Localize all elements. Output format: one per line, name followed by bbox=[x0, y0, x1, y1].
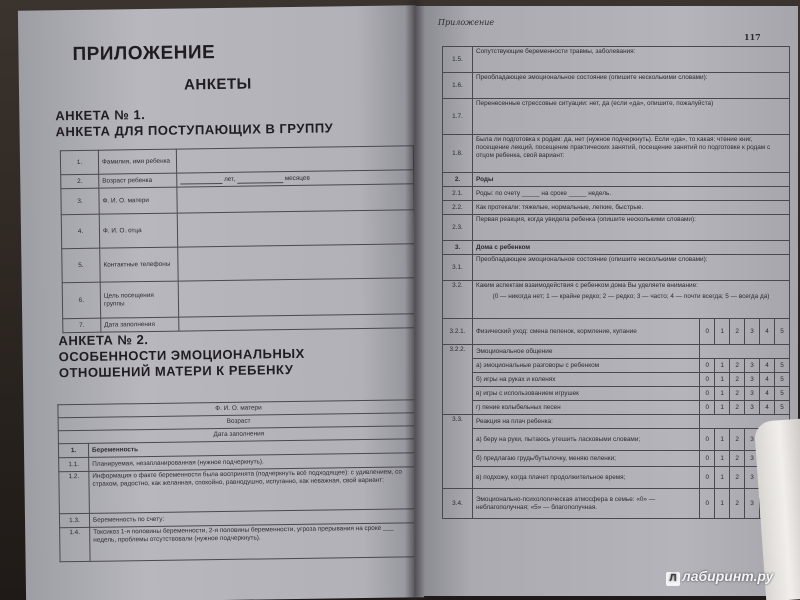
row-number: 1.5. bbox=[443, 47, 473, 73]
section-subtitle: АНКЕТЫ bbox=[183, 75, 252, 94]
scale-cell[interactable]: 2 bbox=[730, 401, 745, 415]
table-row bbox=[443, 489, 790, 519]
table-row bbox=[443, 319, 790, 345]
table-row bbox=[443, 187, 790, 201]
row-number: 3. bbox=[443, 241, 473, 255]
table-row bbox=[443, 241, 790, 255]
scale-cell[interactable]: 1 bbox=[715, 359, 730, 373]
scale-cell[interactable]: 4 bbox=[760, 319, 775, 345]
scale-cell[interactable]: 5 bbox=[775, 387, 790, 401]
scale-legend: (0 — никогда нет; 1 — крайне редко; 2 — редко; 3 — часто; 4 — почти всегда; 5 — всегда да) bbox=[492, 293, 770, 300]
site-watermark bbox=[666, 568, 773, 586]
row-number: 2. bbox=[61, 174, 99, 189]
row-number: 3.1. bbox=[443, 255, 473, 281]
scale-cell[interactable]: 5 bbox=[775, 401, 790, 415]
questionnaire-2-number: АНКЕТА № 2. bbox=[58, 332, 149, 349]
row-number: 2.1. bbox=[443, 187, 473, 201]
scale-cell[interactable]: 4 bbox=[760, 387, 775, 401]
question-text[interactable]: Сопутствующие беременности травмы, заболевания: bbox=[472, 47, 789, 73]
row-number: 3.4. bbox=[443, 489, 473, 519]
watermark-text: лабиринт.ру bbox=[682, 568, 774, 584]
row-number: 7. bbox=[63, 318, 101, 333]
scale-cell[interactable]: 2 bbox=[730, 319, 745, 345]
mother-name-field[interactable] bbox=[177, 184, 414, 213]
scale-cell[interactable]: 3 bbox=[745, 401, 760, 415]
father-name-field[interactable] bbox=[177, 210, 414, 247]
row-number: 3.2.1. bbox=[443, 319, 473, 345]
scale-cell[interactable]: 2 bbox=[730, 467, 745, 489]
row-label: Ф. И. О. отца bbox=[99, 213, 177, 248]
visit-purpose-field[interactable] bbox=[178, 278, 415, 317]
scale-cell[interactable]: 0 bbox=[700, 429, 715, 451]
fill-date-header: Дата заполнения bbox=[58, 426, 419, 444]
row-number: 2. bbox=[443, 173, 473, 187]
row-number: 5. bbox=[62, 248, 100, 283]
table-row bbox=[60, 523, 421, 562]
question-text[interactable]: Планируемая, незапланированная (нужное подчеркнуть). bbox=[89, 453, 420, 472]
option-text: а) беру на руки, пытаюсь утешить ласковыми словами; bbox=[472, 429, 699, 451]
enrollment-form-table bbox=[60, 145, 417, 333]
questionnaire-1-number: АНКЕТА № 1. bbox=[55, 107, 146, 124]
question-text[interactable]: Как протекали: тяжелые, нормальные, легкие, быстрые. bbox=[472, 201, 789, 215]
scale-cell[interactable]: 0 bbox=[700, 489, 715, 519]
table-row bbox=[443, 359, 790, 373]
scale-cell[interactable]: 1 bbox=[715, 401, 730, 415]
scale-cell[interactable]: 5 bbox=[775, 319, 790, 345]
questionnaire-2-title-line2: ОТНОШЕНИЙ МАТЕРИ К РЕБЕНКУ bbox=[58, 361, 294, 381]
question-text[interactable]: Информация о факте беременности была воспринята (подчеркнуть всё подходящее): с удивлением, со страхом, радостно, как желанная, спокойно, равнодушно, испуганно, как неважная, свой вариант: bbox=[89, 467, 421, 514]
row-label: Ф. И. О. матери bbox=[99, 187, 177, 214]
row-number: 3.2. bbox=[443, 281, 473, 319]
scale-cell[interactable]: 4 bbox=[760, 401, 775, 415]
scale-cell[interactable]: 1 bbox=[715, 451, 730, 467]
emotional-relations-table bbox=[57, 399, 421, 562]
questionnaire-2-title-line1: ОСОБЕННОСТИ ЭМОЦИОНАЛЬНЫХ bbox=[58, 345, 305, 365]
scale-cell[interactable]: 0 bbox=[700, 319, 715, 345]
row-number: 1.4. bbox=[60, 527, 90, 561]
table-row bbox=[443, 401, 790, 415]
months-blank[interactable] bbox=[237, 182, 283, 184]
row-number: 3. bbox=[61, 188, 99, 215]
scale-cell[interactable]: 0 bbox=[700, 467, 715, 489]
scale-cell[interactable]: 3 bbox=[745, 359, 760, 373]
mother-name-header: Ф. И. О. матери bbox=[58, 400, 419, 418]
row-label: Дата заполнения bbox=[101, 317, 179, 332]
scale-cell[interactable]: 0 bbox=[700, 373, 715, 387]
scale-cell[interactable]: 2 bbox=[730, 359, 745, 373]
scale-cell[interactable]: 4 bbox=[760, 373, 775, 387]
scale-cell[interactable]: 3 bbox=[745, 451, 760, 467]
option-text: б) игры на руках и коленях bbox=[472, 373, 699, 387]
table-row bbox=[443, 429, 790, 451]
scale-cell[interactable]: 0 bbox=[700, 451, 715, 467]
row-number: 1.7. bbox=[443, 99, 473, 135]
page-title: ПРИЛОЖЕНИЕ bbox=[72, 42, 216, 66]
option-text: в) игры с использованием игрушек bbox=[472, 387, 699, 401]
questionnaire-1-title: АНКЕТА ДЛЯ ПОСТУПАЮЩИХ В ГРУППУ bbox=[55, 120, 334, 140]
section-heading: Беременность bbox=[88, 439, 419, 458]
phone-field[interactable] bbox=[178, 244, 415, 281]
table-row bbox=[443, 415, 790, 429]
page-number: 117 bbox=[744, 32, 761, 42]
scale-cell[interactable]: 1 bbox=[715, 373, 730, 387]
table-row bbox=[443, 135, 790, 173]
table-row bbox=[443, 99, 790, 135]
question-text[interactable]: Беременность по счету: bbox=[89, 509, 420, 528]
question-text[interactable]: Преобладающее эмоциональное состояние (опишите несколькими словами): bbox=[472, 73, 789, 99]
row-number: 1.8. bbox=[443, 135, 473, 173]
table-row bbox=[443, 173, 790, 187]
question-text[interactable]: Токсикоз 1-я половины беременности, 2-я половины беременности, угроза прерывания на сроке ___ недель, проблемы отсутствовали (нужное подчеркнуть). bbox=[90, 523, 421, 562]
question-text: Физический уход: смена пеленок, кормление, купание bbox=[472, 319, 699, 345]
question-text[interactable]: Преобладающее эмоциональное состояние (опишите несколькими словами): bbox=[472, 255, 789, 281]
right-page bbox=[414, 6, 798, 596]
table-row bbox=[443, 387, 790, 401]
question-text: Реакция на плач ребенка: bbox=[472, 415, 699, 429]
scale-cell[interactable]: 0 bbox=[700, 387, 715, 401]
section-heading: Дома с ребенком bbox=[472, 241, 789, 255]
scale-cell[interactable]: 2 bbox=[730, 489, 745, 519]
scale-cell[interactable]: 5 bbox=[775, 359, 790, 373]
row-number: 6. bbox=[62, 282, 100, 319]
table-row bbox=[62, 278, 415, 319]
question-text[interactable]: Роды: по счету _____ на сроке _____ недель. bbox=[472, 187, 789, 201]
row-number: 2.2. bbox=[443, 201, 473, 215]
scale-cell[interactable]: 2 bbox=[730, 429, 745, 451]
scale-cell[interactable]: 2 bbox=[730, 387, 745, 401]
table-row bbox=[443, 215, 790, 241]
option-text: б) предлагаю грудь/бутылочку, меняю пеленки; bbox=[472, 451, 699, 467]
child-name-field[interactable] bbox=[176, 146, 413, 173]
option-text: г) пение колыбельных песен bbox=[472, 401, 699, 415]
scale-cell[interactable]: 3 bbox=[745, 387, 760, 401]
row-label: Цель посещения группы bbox=[100, 281, 178, 318]
row-label: Фамилия, имя ребенка bbox=[98, 149, 176, 174]
row-number: 1.3. bbox=[59, 513, 89, 527]
table-row bbox=[443, 345, 790, 359]
question-text: Эмоциональное общение bbox=[472, 345, 699, 359]
questionnaire-continuation-table bbox=[442, 46, 790, 519]
scale-cell[interactable]: 3 bbox=[745, 467, 760, 489]
row-number: 4. bbox=[61, 214, 99, 249]
table-row bbox=[443, 73, 790, 99]
scale-cell[interactable]: 1 bbox=[715, 429, 730, 451]
row-label: Возраст ребенка bbox=[99, 173, 177, 188]
row-number: 1.1. bbox=[59, 457, 89, 471]
question-text: Эмоционально-психологическая атмосфера в семье: «0» — неблагополучная; «5» — благополучная. bbox=[472, 489, 699, 519]
question-text[interactable]: Перенесенные стрессовые ситуации: нет, да (если «да», опишите, пожалуйста) bbox=[472, 99, 789, 135]
scale-cell[interactable]: 3 bbox=[745, 489, 760, 519]
scale-cell[interactable]: 2 bbox=[730, 451, 745, 467]
section-heading: Роды bbox=[472, 173, 789, 187]
table-row bbox=[61, 210, 414, 249]
scale-cell[interactable]: 1 bbox=[715, 387, 730, 401]
scale-cell[interactable]: 1 bbox=[715, 319, 730, 345]
table-row bbox=[443, 373, 790, 387]
row-label: Контактные телефоны bbox=[100, 247, 178, 282]
scale-cell[interactable]: 1 bbox=[715, 489, 730, 519]
table-row bbox=[59, 467, 421, 514]
running-head: Приложение bbox=[438, 18, 495, 27]
scale-cell[interactable]: 0 bbox=[700, 359, 715, 373]
question-text[interactable]: Первая реакция, когда увидела ребенка (опишите несколькими словами): bbox=[472, 215, 789, 241]
option-text: а) эмоциональные разговоры с ребенком bbox=[472, 359, 699, 373]
row-number: 3.3. bbox=[443, 415, 473, 489]
labirint-logo-icon: Л bbox=[666, 572, 680, 586]
table-row bbox=[62, 244, 415, 283]
scale-cell[interactable]: 4 bbox=[760, 359, 775, 373]
table-row bbox=[443, 467, 790, 489]
table-row bbox=[443, 451, 790, 467]
table-row bbox=[443, 281, 790, 319]
scale-cell[interactable]: 3 bbox=[745, 373, 760, 387]
question-text[interactable] bbox=[472, 281, 789, 319]
months-label: месяцев bbox=[284, 174, 310, 182]
scale-cell[interactable]: 0 bbox=[700, 401, 715, 415]
question-label: Каким аспектам взаимодействия с ребенком дома Вы уделяете внимание: bbox=[475, 282, 698, 289]
table-row bbox=[443, 255, 790, 281]
row-number: 1.6. bbox=[443, 73, 473, 99]
row-number: 2.3. bbox=[443, 215, 473, 241]
book-gutter bbox=[405, 0, 425, 600]
row-number: 1. bbox=[58, 443, 88, 457]
scale-cell[interactable]: 5 bbox=[775, 373, 790, 387]
table-row bbox=[443, 47, 790, 73]
age-header: Возраст bbox=[58, 413, 419, 431]
row-number: 3.2.2. bbox=[443, 345, 473, 415]
row-number: 1. bbox=[60, 150, 98, 175]
years-blank[interactable] bbox=[180, 182, 222, 184]
scale-cell[interactable]: 2 bbox=[730, 373, 745, 387]
option-text: в) подхожу, когда плачет продолжительное время; bbox=[472, 467, 699, 489]
row-number: 1.2. bbox=[59, 471, 90, 513]
fill-date-field[interactable] bbox=[179, 314, 416, 331]
left-page bbox=[18, 5, 424, 600]
scale-cell[interactable]: 1 bbox=[715, 467, 730, 489]
scale-cell[interactable]: 3 bbox=[745, 319, 760, 345]
scale-cell[interactable]: 3 bbox=[745, 429, 760, 451]
table-row bbox=[443, 201, 790, 215]
question-text[interactable]: Была ли подготовка к родам: да, нет (нужное подчеркнуть). Если «да», то какая: чтение книг, посещение лекций, посещение практических занятий, посещение занятий по подготовке к родам с отцом ребенка, свой вариант: bbox=[472, 135, 789, 173]
years-label: лет, bbox=[223, 175, 236, 183]
